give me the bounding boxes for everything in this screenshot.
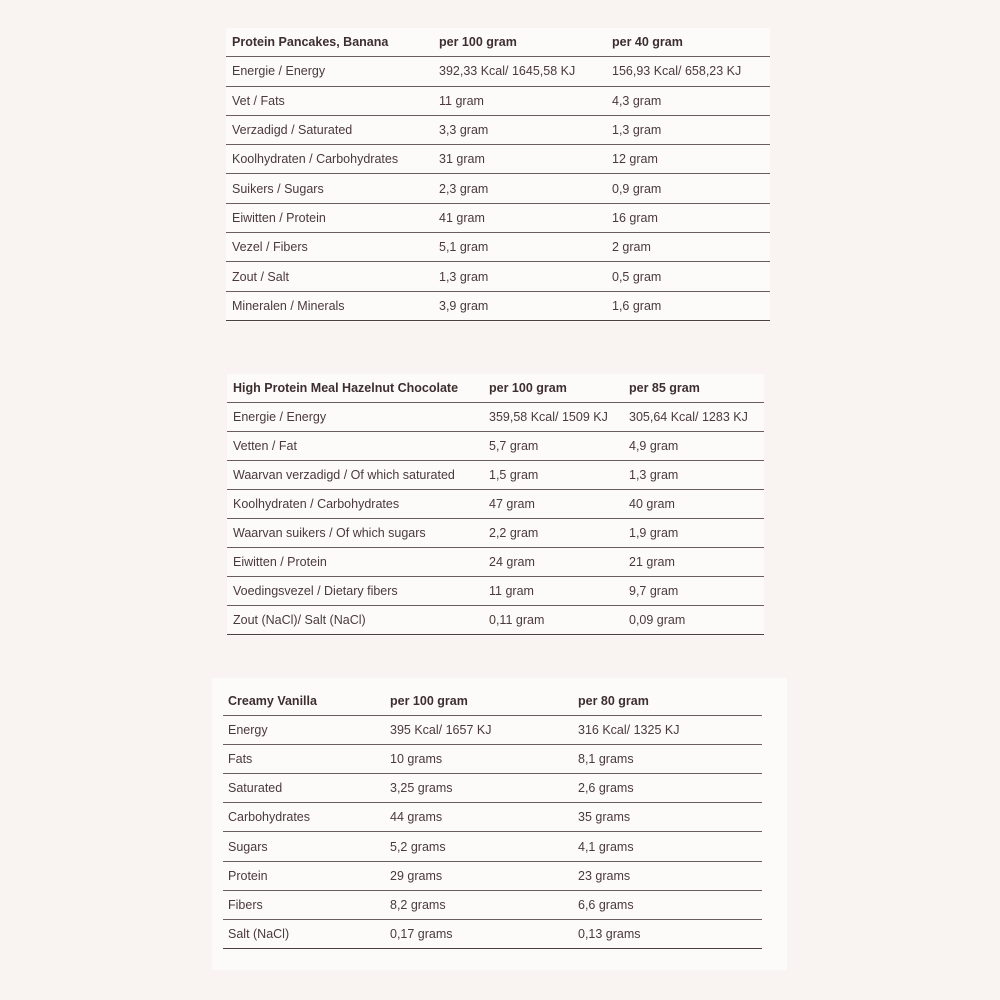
table-row [227, 403, 764, 432]
nutrient-label: Vetten / Fat [227, 432, 483, 461]
nutrient-label: Sugars [223, 832, 385, 861]
table-row [226, 233, 770, 262]
nutrient-label: Waarvan verzadigd / Of which saturated [227, 461, 483, 490]
table-row [226, 57, 770, 86]
per-serving-value: 0,13 grams [573, 919, 762, 948]
nutrient-label: Suikers / Sugars [226, 174, 433, 203]
table-row [223, 716, 762, 745]
per-serving-value: 35 grams [573, 803, 762, 832]
per-serving-value: 305,64 Kcal/ 1283 KJ [623, 403, 764, 432]
per-serving-value: 1,3 gram [623, 461, 764, 490]
nutrient-label: Vezel / Fibers [226, 233, 433, 262]
per-serving-value: 0,09 gram [623, 606, 764, 635]
per-serving-value: 1,6 gram [606, 291, 770, 320]
table-row [223, 745, 762, 774]
per-serving-value: 8,1 grams [573, 745, 762, 774]
table-row [223, 890, 762, 919]
per-100-value: 2,3 gram [433, 174, 606, 203]
per-100-value: 395 Kcal/ 1657 KJ [385, 716, 573, 745]
table-header-row [226, 28, 770, 57]
table-row [227, 490, 764, 519]
per-100-value: 10 grams [385, 745, 573, 774]
nutrient-label: Energie / Energy [226, 57, 433, 86]
product-name: High Protein Meal Hazelnut Chocolate [227, 374, 483, 403]
per-100-value: 29 grams [385, 861, 573, 890]
per-serving-value: 2,6 grams [573, 774, 762, 803]
nutrient-label: Energy [223, 716, 385, 745]
per-100-value: 31 gram [433, 145, 606, 174]
per-100-value: 41 gram [433, 203, 606, 232]
per-100-header: per 100 gram [385, 687, 573, 716]
nutrient-label: Vet / Fats [226, 86, 433, 115]
table-row [227, 519, 764, 548]
table-row [226, 145, 770, 174]
product-name: Protein Pancakes, Banana [226, 28, 433, 57]
per-serving-value: 40 gram [623, 490, 764, 519]
table-row [226, 115, 770, 144]
nutrition-panel-creamy-vanilla [212, 678, 787, 970]
per-serving-value: 2 gram [606, 233, 770, 262]
per-serving-value: 4,1 grams [573, 832, 762, 861]
per-serving-value: 4,3 gram [606, 86, 770, 115]
per-100-value: 5,7 gram [483, 432, 623, 461]
per-serving-value: 0,9 gram [606, 174, 770, 203]
table-row [223, 919, 762, 948]
nutrient-label: Koolhydraten / Carbohydrates [226, 145, 433, 174]
per-serving-value: 0,5 gram [606, 262, 770, 291]
nutrition-table [226, 28, 770, 321]
per-serving-value: 156,93 Kcal/ 658,23 KJ [606, 57, 770, 86]
table-row [226, 174, 770, 203]
nutrient-label: Energie / Energy [227, 403, 483, 432]
per-100-value: 8,2 grams [385, 890, 573, 919]
table-row [226, 203, 770, 232]
nutrition-panel-hazelnut-chocolate [227, 374, 764, 636]
nutrient-label: Verzadigd / Saturated [226, 115, 433, 144]
nutrient-label: Carbohydrates [223, 803, 385, 832]
per-serving-value: 4,9 gram [623, 432, 764, 461]
per-100-value: 5,1 gram [433, 233, 606, 262]
nutrient-label: Mineralen / Minerals [226, 291, 433, 320]
per-100-value: 11 gram [433, 86, 606, 115]
table-row [227, 606, 764, 635]
product-name: Creamy Vanilla [223, 687, 385, 716]
table-header-row [227, 374, 764, 403]
per-100-value: 3,25 grams [385, 774, 573, 803]
table-row [223, 803, 762, 832]
nutrient-label: Saturated [223, 774, 385, 803]
per-100-value: 47 gram [483, 490, 623, 519]
per-serving-value: 316 Kcal/ 1325 KJ [573, 716, 762, 745]
nutrient-label: Waarvan suikers / Of which sugars [227, 519, 483, 548]
table-row [227, 577, 764, 606]
per-serving-header: per 80 gram [573, 687, 762, 716]
per-100-header: per 100 gram [483, 374, 623, 403]
per-serving-value: 23 grams [573, 861, 762, 890]
nutrient-label: Zout / Salt [226, 262, 433, 291]
table-row [223, 861, 762, 890]
nutrient-label: Salt (NaCl) [223, 919, 385, 948]
table-row [227, 432, 764, 461]
nutrient-label: Eiwitten / Protein [226, 203, 433, 232]
nutrient-label: Fats [223, 745, 385, 774]
nutrition-table [227, 374, 764, 635]
nutrient-label: Zout (NaCl)/ Salt (NaCl) [227, 606, 483, 635]
nutrition-table [223, 687, 762, 949]
table-header-row [223, 687, 762, 716]
per-serving-header: per 40 gram [606, 28, 770, 57]
per-100-value: 24 gram [483, 548, 623, 577]
per-serving-value: 1,9 gram [623, 519, 764, 548]
table-row [226, 262, 770, 291]
per-serving-value: 16 gram [606, 203, 770, 232]
table-row [223, 832, 762, 861]
table-row [223, 774, 762, 803]
nutrient-label: Eiwitten / Protein [227, 548, 483, 577]
per-100-value: 0,11 gram [483, 606, 623, 635]
nutrient-label: Voedingsvezel / Dietary fibers [227, 577, 483, 606]
nutrient-label: Protein [223, 861, 385, 890]
table-row [227, 461, 764, 490]
per-serving-value: 12 gram [606, 145, 770, 174]
per-100-value: 3,9 gram [433, 291, 606, 320]
per-100-value: 0,17 grams [385, 919, 573, 948]
per-100-value: 5,2 grams [385, 832, 573, 861]
per-100-header: per 100 gram [433, 28, 606, 57]
table-row [226, 86, 770, 115]
per-serving-value: 21 gram [623, 548, 764, 577]
per-serving-value: 9,7 gram [623, 577, 764, 606]
per-100-value: 2,2 gram [483, 519, 623, 548]
nutrient-label: Fibers [223, 890, 385, 919]
per-serving-header: per 85 gram [623, 374, 764, 403]
per-100-value: 392,33 Kcal/ 1645,58 KJ [433, 57, 606, 86]
per-serving-value: 6,6 grams [573, 890, 762, 919]
per-serving-value: 1,3 gram [606, 115, 770, 144]
per-100-value: 3,3 gram [433, 115, 606, 144]
nutrient-label: Koolhydraten / Carbohydrates [227, 490, 483, 519]
table-row [227, 548, 764, 577]
per-100-value: 11 gram [483, 577, 623, 606]
table-row [226, 291, 770, 320]
per-100-value: 1,3 gram [433, 262, 606, 291]
nutrition-panel-protein-pancakes [226, 28, 770, 322]
per-100-value: 1,5 gram [483, 461, 623, 490]
per-100-value: 359,58 Kcal/ 1509 KJ [483, 403, 623, 432]
per-100-value: 44 grams [385, 803, 573, 832]
